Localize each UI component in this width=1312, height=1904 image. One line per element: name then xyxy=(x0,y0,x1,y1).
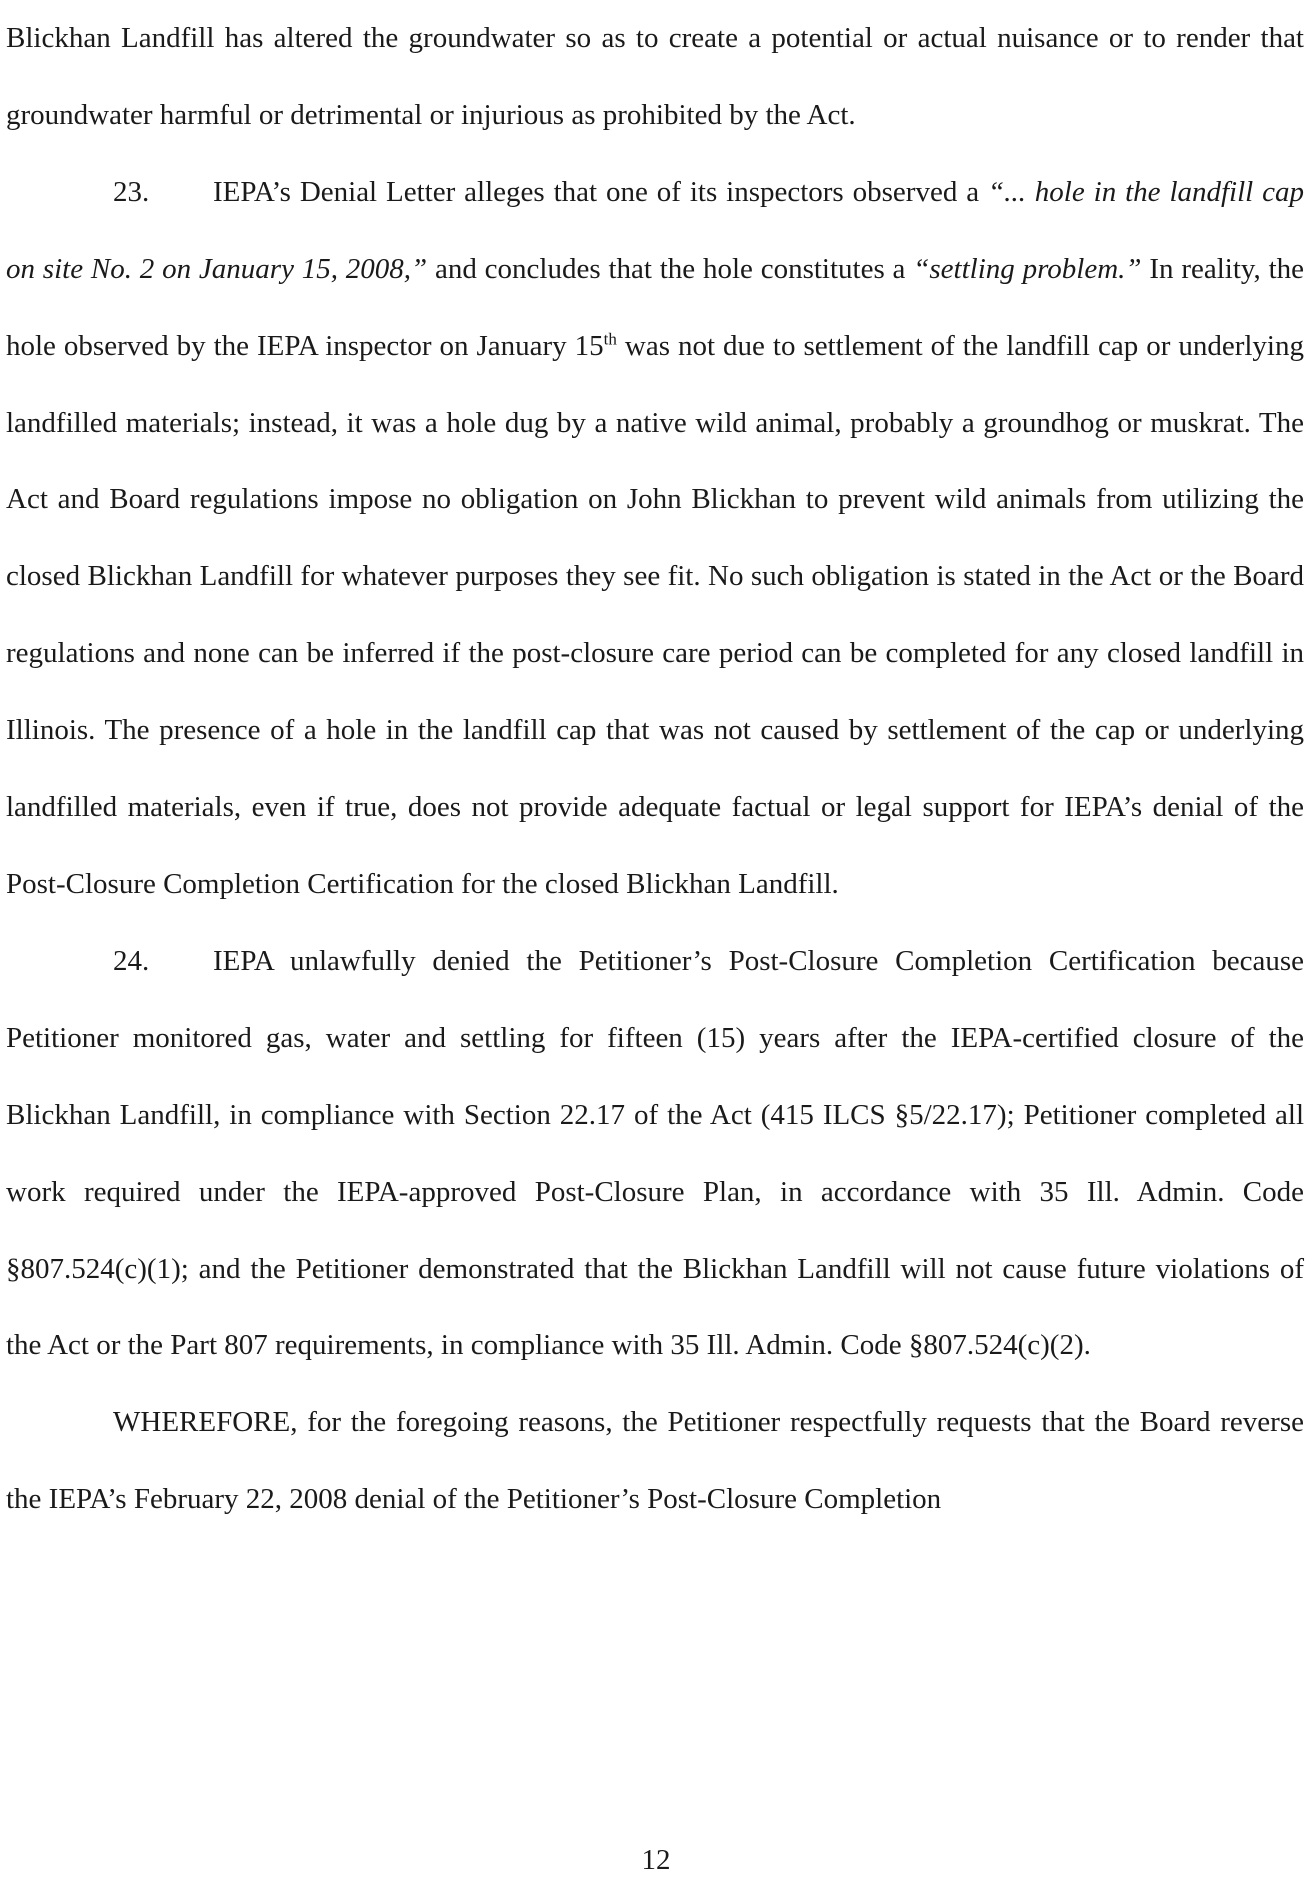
paragraph-wherefore-text: WHEREFORE, for the foregoing reasons, the Petitioner respectfully requests that the Board reverse the IEPA’s February 22, 2008 denial of the Petitioner’s Post-Closure Completion xyxy=(6,1406,1304,1516)
paragraph-23-number: 23. xyxy=(113,175,150,208)
paragraph-24-text: IEPA unlawfully denied the Petitioner’s Post-Closure Completion Certification because Petitioner monitored gas, water and settling for fifteen (15) years after the IEPA-certified closure of the Blickhan Landfill, in compliance with Section 22.17 of the Act (415 ILCS §5/22.17); Petitioner completed all work required under the IEPA-approved Post-Closure Plan, in accordance with 35 Ill. Admin. Code §807.524(c)(1); and the Petitioner demonstrated that the Blickhan Landfill will not cause future violations of the Act or the Part 807 requirements, in compliance with 35 Ill. Admin. Code §807.524(c)(2). xyxy=(6,944,1304,1362)
paragraph-wherefore xyxy=(6,1384,1304,1538)
paragraph-23-superscript: th xyxy=(603,328,617,348)
document-body xyxy=(6,0,1304,1538)
paragraph-23-quote-1: “... hole in the landfill cap on site No. 2 on January 15, 2008,” xyxy=(6,175,1305,285)
paragraph-continued-text: Blickhan Landfill has altered the groundwater so as to create a potential or actual nuisance or to render that groundwater harmful or detrimental or injurious as prohibited by the Act. xyxy=(6,22,1304,131)
paragraph-23 xyxy=(6,154,1304,923)
paragraph-continued xyxy=(6,0,1304,154)
paragraph-23-text-1: IEPA’s Denial Letter alleges that one of its inspectors observed a xyxy=(213,175,989,208)
page-number: 12 xyxy=(641,1844,671,1876)
paragraph-23-text-3: In reality, the hole observed by the IEPA inspector on January 15 xyxy=(6,252,1304,362)
paragraph-24 xyxy=(6,923,1304,1384)
paragraph-23-text-4: was not due to settlement of the landfill cap or underlying landfilled materials; instead, it was a hole dug by a native wild animal, probably a groundhog or muskrat. The Act and Board regulations impose no obligation on John Blickhan to prevent wild animals from utilizing the closed Blickhan Landfill for whatever purposes they see fit. No such obligation is stated in the Act or the Board regulations and none can be inferred if the post-closure care period can be completed for any closed landfill in Illinois. The presence of a hole in the landfill cap that was not caused by settlement of the cap or underlying landfilled materials, even if true, does not provide adequate factual or legal support for IEPA’s denial of the Post-Closure Completion Certification for the closed Blickhan Landfill. xyxy=(6,329,1304,900)
paragraph-23-quote-2: “settling problem.” xyxy=(913,252,1142,285)
paragraph-23-text-2: and concludes that the hole constitutes a xyxy=(427,252,914,285)
paragraph-24-number: 24. xyxy=(113,944,150,977)
